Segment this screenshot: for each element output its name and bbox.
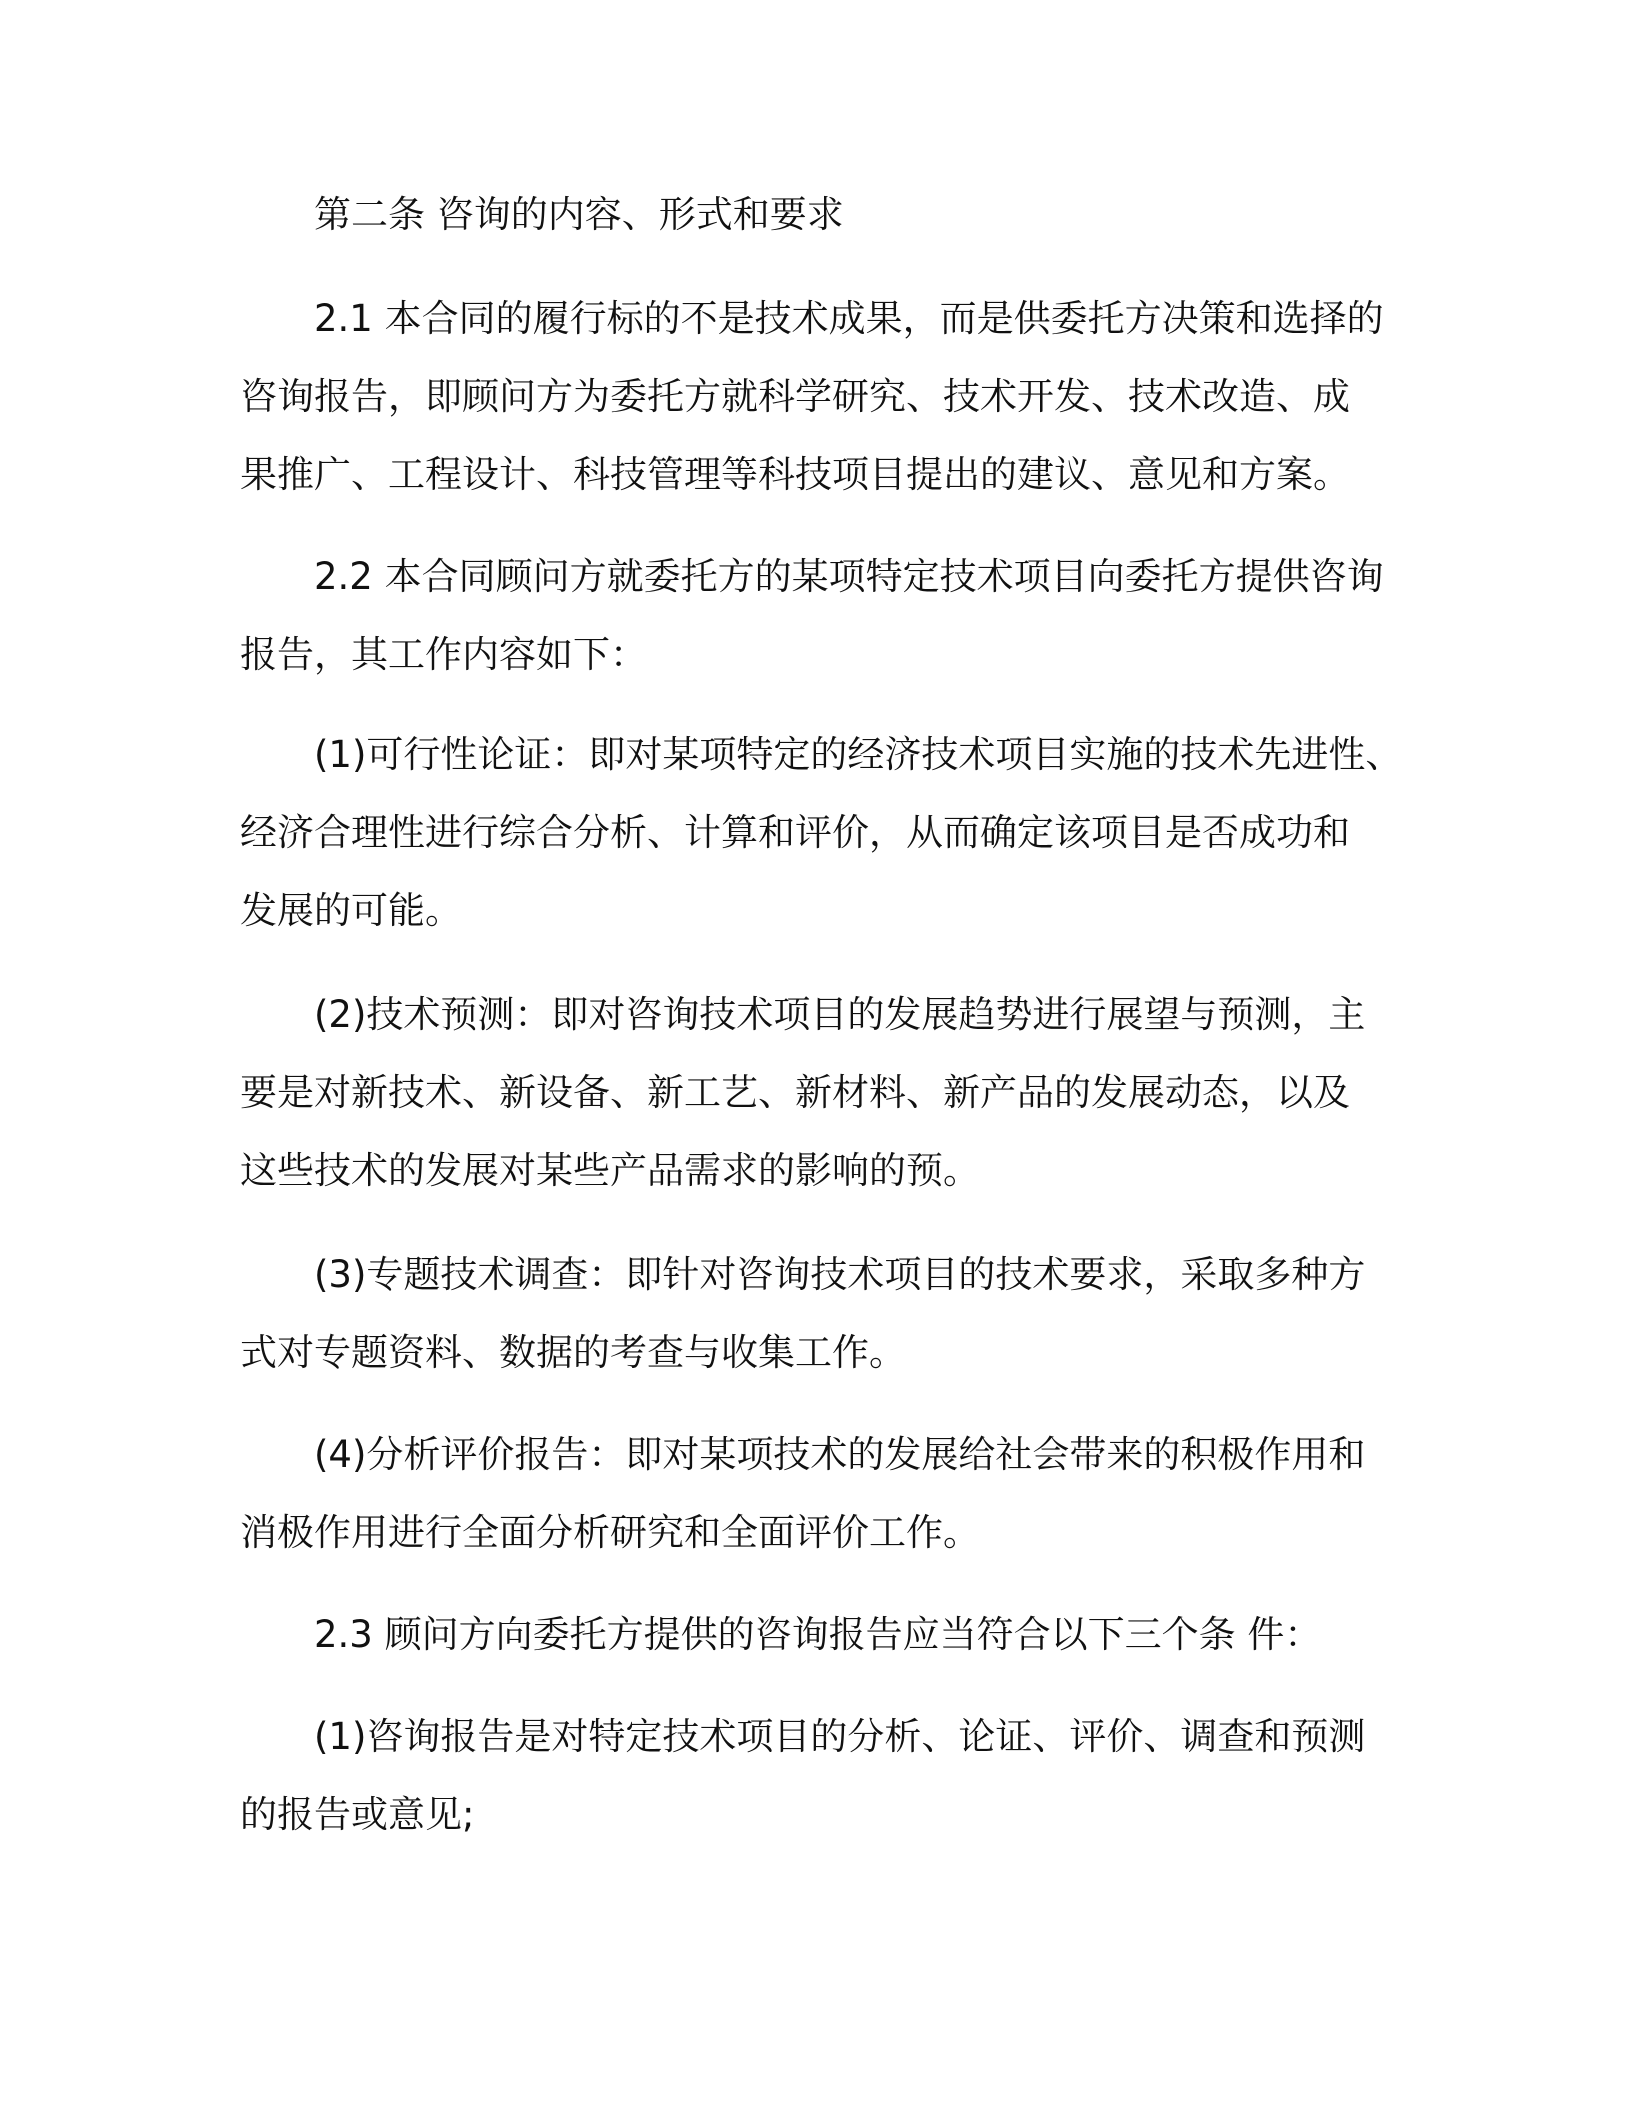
paragraph-line: 报告，其工作内容如下： <box>240 633 647 676</box>
paragraph-line: 2.2 本合同顾问方就委托方的某项特定技术项目向委托方提供咨询 <box>314 555 1384 598</box>
paragraph-line: 2.1 本合同的履行标的不是技术成果，而是供委托方决策和选择的 <box>314 297 1384 340</box>
paragraph-line: (2)技术预测：即对咨询技术项目的发展趋势进行展望与预测，主 <box>314 993 1366 1036</box>
paragraph-2-1 <box>240 280 1400 514</box>
paragraph-2-3 <box>240 1596 1400 1674</box>
paragraph-item-3 <box>240 1236 1400 1392</box>
paragraph-line: (1)可行性论证：即对某项特定的经济技术项目实施的技术先进性、 <box>314 733 1403 776</box>
paragraph-item-2 <box>240 976 1400 1210</box>
paragraph-line: 式对专题资料、数据的考查与收集工作。 <box>240 1331 906 1374</box>
paragraph-2-2 <box>240 538 1400 694</box>
paragraph-line: 果推广、工程设计、科技管理等科技项目提出的建议、意见和方案。 <box>240 453 1350 496</box>
paragraph-line: 的报告或意见; <box>240 1793 475 1836</box>
paragraph-item-1 <box>240 716 1403 950</box>
paragraph-item-4 <box>240 1416 1400 1572</box>
paragraph-line: 咨询报告，即顾问方为委托方就科学研究、技术开发、技术改造、成 <box>240 375 1350 418</box>
paragraph-condition-1 <box>240 1698 1400 1854</box>
paragraph-line: (1)咨询报告是对特定技术项目的分析、论证、评价、调查和预测 <box>314 1715 1366 1758</box>
paragraph-line: 经济合理性进行综合分析、计算和评价，从而确定该项目是否成功和 <box>240 811 1350 854</box>
paragraph-line: 这些技术的发展对某些产品需求的影响的预。 <box>240 1149 980 1192</box>
paragraph-line: 要是对新技术、新设备、新工艺、新材料、新产品的发展动态，以及 <box>240 1071 1350 1114</box>
heading-text: 第二条 咨询的内容、形式和要求 <box>314 193 844 236</box>
paragraph-line: 2.3 顾问方向委托方提供的咨询报告应当符合以下三个条 件： <box>314 1613 1322 1656</box>
paragraph-line: (4)分析评价报告：即对某项技术的发展给社会带来的积极作用和 <box>314 1433 1366 1476</box>
paragraph-line: 消极作用进行全面分析研究和全面评价工作。 <box>240 1511 980 1554</box>
paragraph-line: 发展的可能。 <box>240 889 462 932</box>
paragraph-line: (3)专题技术调查：即针对咨询技术项目的技术要求，采取多种方 <box>314 1253 1366 1296</box>
section-heading <box>240 176 1474 254</box>
